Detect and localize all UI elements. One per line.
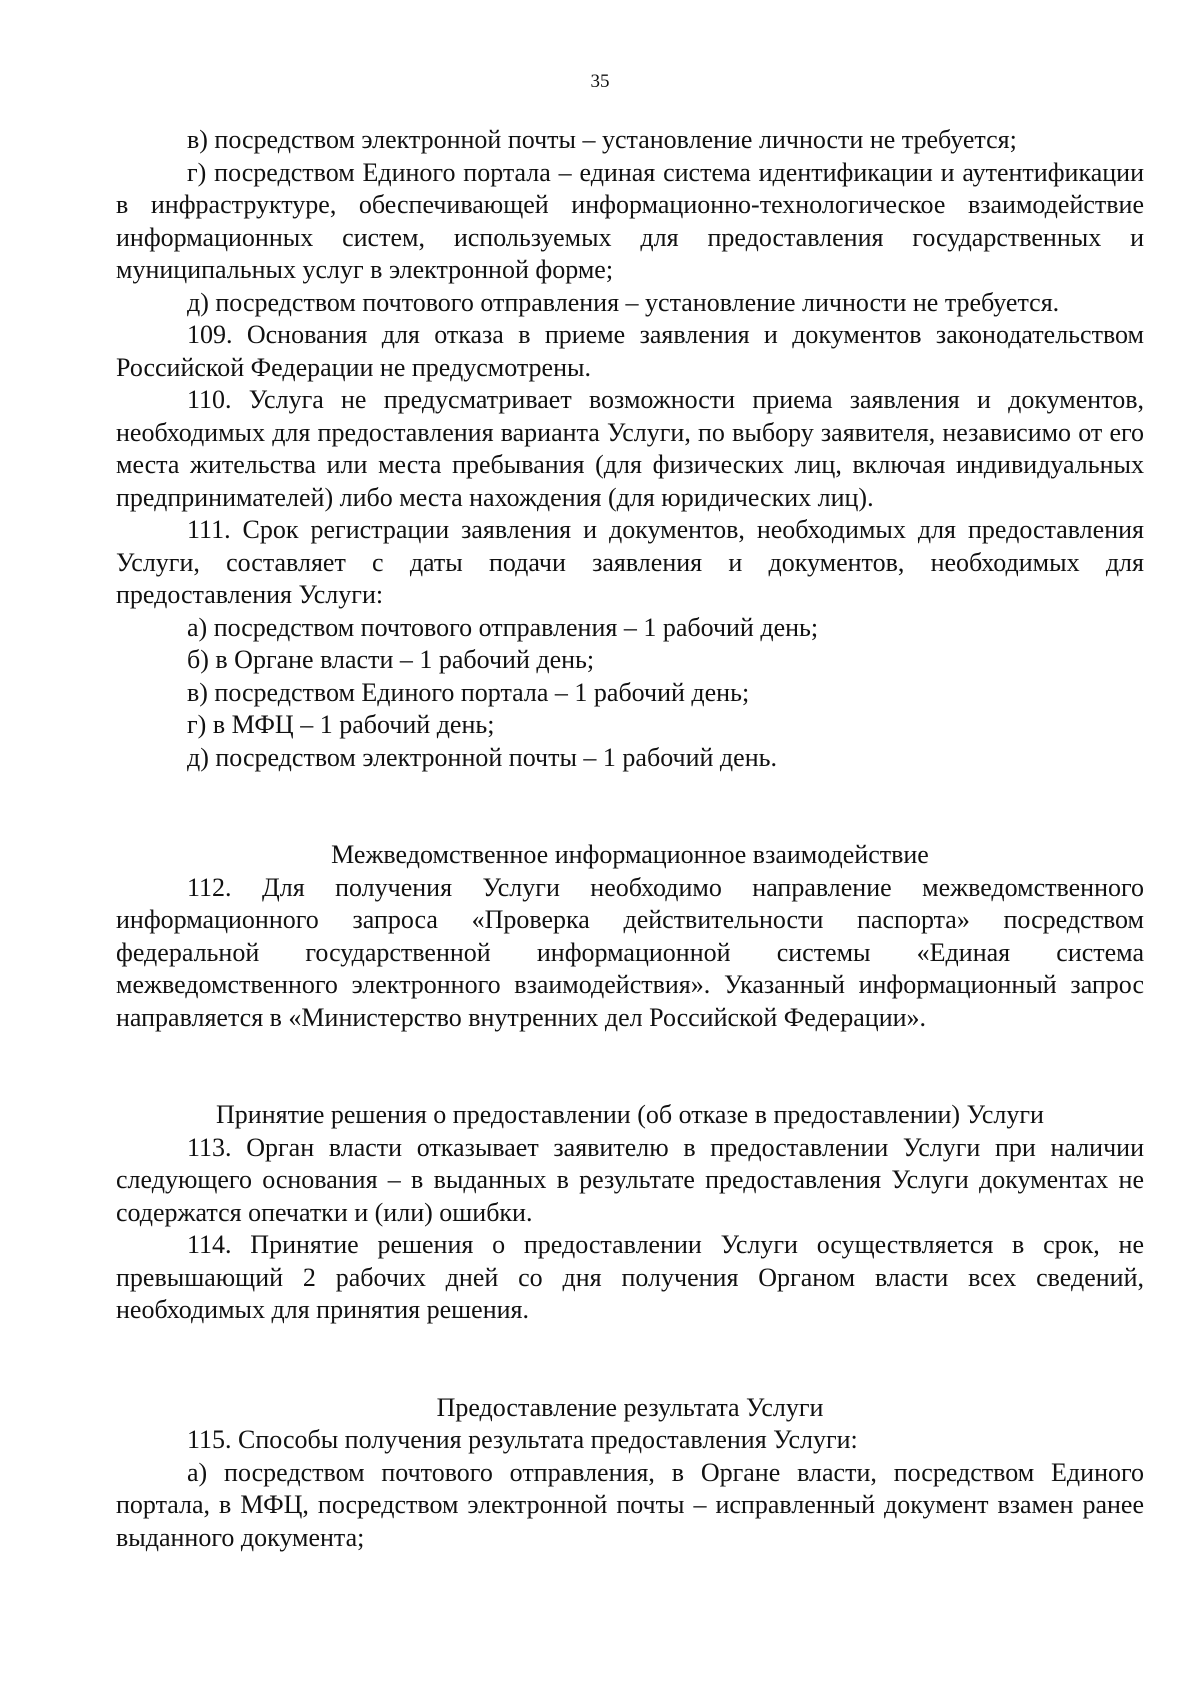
section-gap — [116, 1067, 1144, 1100]
paragraph-111: 111. Срок регистрации заявления и документов, необходимых для предоставления Услуги, составляет с даты подачи заявления и документов, необходимых для предоставления Услуги: — [116, 515, 1144, 609]
paragraph-114: 114. Принятие решения о предоставлении Услуги осуществляется в срок, не превышающий 2 рабочих дней со дня получения Органом власти всех сведений, необходимых для принятия решения. — [116, 1230, 1144, 1324]
section-heading-decision: Принятие решения о предоставлении (об отказе в предоставлении) Услуги — [216, 1100, 1044, 1129]
paragraph-111-d: д) посредством электронной почты – 1 рабочий день. — [187, 742, 777, 772]
paragraph-identification-portal: г) посредством Единого портала – единая система идентификации и аутентификации в инфраструктуре, обеспечивающей информационно-технологическое взаимодействие информационных систем, используемых для предоставления государственных и муниципальных услуг в электронной форме; — [116, 157, 1144, 284]
paragraph-111-g: г) в МФЦ – 1 рабочий день; — [187, 710, 495, 739]
paragraph-110: 110. Услуга не предусматривает возможности приема заявления и документов, необходимых для предоставления варианта Услуги, по выбору заявителя, независимо от его места жительства или места пребывания (для физических лиц, включая индивидуальных предпринимателей) либо места нахождения (для юридических лиц). — [116, 385, 1144, 512]
paragraph-identification-mail: д) посредством почтового отправления – установление личности не требуется. — [187, 287, 1060, 317]
page-number: 35 — [590, 71, 610, 92]
paragraph-identification-email: в) посредством электронной почты – установление личности не требуется; — [187, 125, 1017, 154]
section-heading-result: Предоставление результата Услуги — [436, 1392, 824, 1422]
paragraph-113: 113. Орган власти отказывает заявителю в предоставлении Услуги при наличии следующего основания – в выданных в результате предоставления Услуги документах не содержатся опечатки и (или) ошибки. — [116, 1132, 1144, 1227]
section-gap — [116, 774, 1144, 807]
paragraph-112: 112. Для получения Услуги необходимо направление межведомственного информационного запроса «Проверка действительности паспорта» посредством федеральной государственной информационной системы «Единая система межведомственного электронного взаимодействия». Указанный информационный запрос направляется в «Министерство внутренних дел Российской Федерации». — [116, 872, 1144, 1032]
paragraph-111-v: в) посредством Единого портала – 1 рабочий день; — [187, 677, 750, 707]
section-gap — [116, 1034, 1144, 1067]
paragraph-111-b: б) в Органе власти – 1 рабочий день; — [187, 645, 595, 674]
section-gap — [116, 1359, 1144, 1392]
paragraph-115-a: а) посредством почтового отправления, в Органе власти, посредством Единого портала, в МФЦ, посредством электронной почты – исправленный документ взамен ранее выданного документа; — [116, 1457, 1144, 1552]
section-heading-interagency: Межведомственное информационное взаимодействие — [331, 840, 929, 869]
document-body — [116, 124, 1144, 1554]
section-gap — [116, 807, 1144, 840]
paragraph-115: 115. Способы получения результата предоставления Услуги: — [187, 1425, 858, 1454]
paragraph-111-a: а) посредством почтового отправления – 1 рабочий день; — [187, 612, 819, 642]
section-gap — [116, 1327, 1144, 1360]
paragraph-109: 109. Основания для отказа в приеме заявления и документов законодательством Российской Федерации не предусмотрены. — [116, 320, 1144, 382]
